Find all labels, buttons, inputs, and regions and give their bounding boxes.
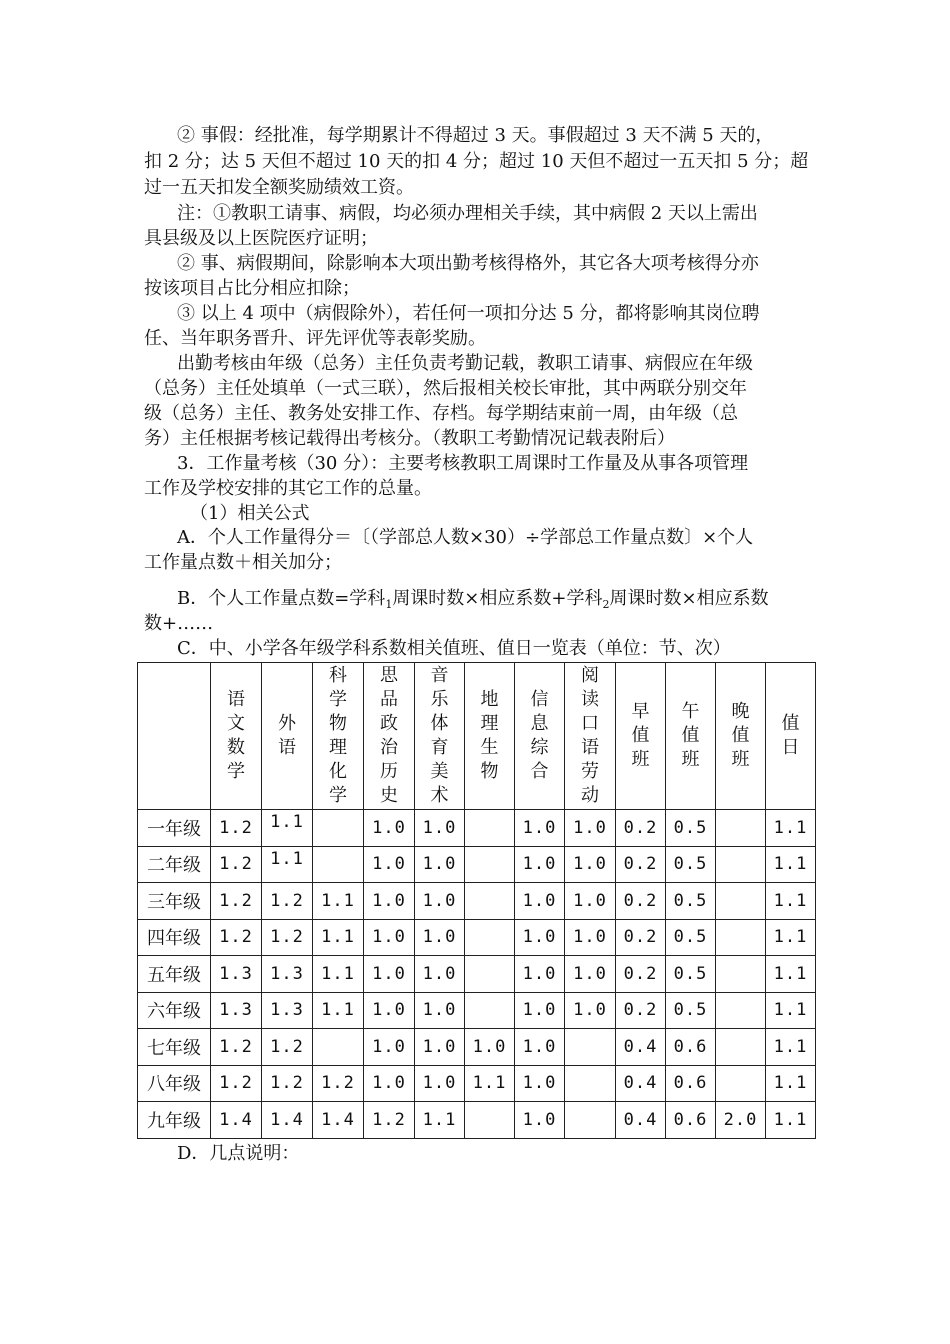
table-cell: 0.2 (616, 883, 666, 920)
table-cell: 0.6 (666, 1102, 716, 1139)
table-cell: 0.5 (666, 883, 716, 920)
formula-heading: （1）相关公式 (190, 503, 310, 524)
table-cell: 1.2 (262, 1029, 313, 1066)
grade-label: 九年级 (138, 1102, 211, 1139)
note-2-line-1: ② 事、病假期间，除影响本大项出勤考核得格外，其它各大项考核得分亦 (177, 253, 759, 274)
formula-b-line-1 (177, 587, 769, 617)
table-cell: 1.0 (565, 846, 616, 883)
table-cell: 1.0 (565, 919, 616, 956)
table-cell: 1.1 (313, 956, 364, 993)
formula-b-part-3: 周课时数×相应系数 (609, 588, 769, 609)
note-2-line-2: 按该项目占比分相应扣除； (144, 278, 360, 299)
table-cell (465, 1102, 515, 1139)
table-cell: 1.1 (313, 883, 364, 920)
table-cell: 1.0 (515, 846, 565, 883)
table-cell: 1.1 (313, 992, 364, 1029)
formula-b-subscript-2: 2 (602, 598, 610, 611)
table-cell: 1.3 (262, 956, 313, 993)
grade-label: 一年级 (138, 810, 211, 847)
table-cell: 1.0 (415, 956, 465, 993)
table-cell: 1.0 (565, 992, 616, 1029)
table-cell: 1.0 (565, 956, 616, 993)
table-cell: 1.1 (766, 883, 816, 920)
attendance-para-line-3: 级（总务）主任、教务处安排工作、存档。每学期结束前一周，由年级（总 (144, 403, 738, 424)
table-cell: 1.0 (515, 810, 565, 847)
table-cell: 0.2 (616, 810, 666, 847)
table-cell: 0.5 (666, 919, 716, 956)
formula-a-line-1: A．个人工作量得分＝〔（学部总人数×30）÷学部总工作量点数〕×个人 (177, 527, 754, 548)
table-cell: 0.5 (666, 956, 716, 993)
table-cell (565, 1029, 616, 1066)
table-cell: 1.1 (766, 1102, 816, 1139)
notes-heading: D．几点说明： (177, 1143, 300, 1164)
table-cell: 1.0 (364, 1065, 415, 1102)
table-row (138, 992, 816, 1029)
table-cell (716, 919, 766, 956)
header-cell: 外语 (262, 663, 313, 810)
coefficient-table (137, 662, 816, 1139)
table-row (138, 919, 816, 956)
note-1-line-1: 注：①教职工请事、病假，均必须办理相关手续，其中病假 2 天以上需出 (177, 203, 758, 224)
header-cell: 音乐体育美术 (415, 663, 465, 810)
table-cell: 1.2 (262, 1065, 313, 1102)
table-cell: 1.2 (211, 883, 262, 920)
table-cell: 1.1 (766, 919, 816, 956)
table-cell: 1.1 (766, 1029, 816, 1066)
table-cell (465, 810, 515, 847)
table-cell: 1.0 (515, 1065, 565, 1102)
table-row (138, 1065, 816, 1102)
table-cell: 1.0 (415, 992, 465, 1029)
grade-label: 五年级 (138, 956, 211, 993)
table-cell (716, 956, 766, 993)
table-cell: 1.1 (766, 956, 816, 993)
table-cell: 1.0 (364, 810, 415, 847)
header-cell: 晚值班 (716, 663, 766, 810)
table-cell: 1.1 (262, 810, 313, 847)
formula-b-line-2: 数+…… (144, 613, 214, 634)
table-cell: 1.1 (465, 1065, 515, 1102)
grade-label: 六年级 (138, 992, 211, 1029)
table-row (138, 883, 816, 920)
table-cell (565, 1065, 616, 1102)
header-cell: 信息综合 (515, 663, 565, 810)
table-cell (716, 1065, 766, 1102)
grade-label: 三年级 (138, 883, 211, 920)
table-cell: 0.2 (616, 919, 666, 956)
table-cell: 1.4 (313, 1102, 364, 1139)
table-cell: 1.0 (515, 992, 565, 1029)
table-cell: 1.2 (211, 919, 262, 956)
formula-b-subscript-1: 1 (385, 598, 393, 611)
attendance-para-line-1: 出勤考核由年级（总务）主任负责考勤记载，教职工请事、病假应在年级 (177, 353, 753, 374)
table-cell: 0.6 (666, 1065, 716, 1102)
table-cell (716, 883, 766, 920)
table-cell (716, 810, 766, 847)
header-cell (138, 663, 211, 810)
table-cell: 1.1 (313, 919, 364, 956)
table-cell: 1.0 (364, 956, 415, 993)
table-row (138, 846, 816, 883)
note-3-line-2: 任、当年职务晋升、评先评优等表彰奖励。 (144, 328, 486, 349)
table-cell: 1.2 (262, 919, 313, 956)
workload-heading-line-2: 工作及学校安排的其它工作的总量。 (144, 478, 432, 499)
table-cell: 1.0 (515, 956, 565, 993)
header-cell: 地理生物 (465, 663, 515, 810)
table-cell: 1.0 (364, 1029, 415, 1066)
table-row (138, 1029, 816, 1066)
table-cell: 0.4 (616, 1102, 666, 1139)
table-cell (313, 1029, 364, 1066)
table-cell (465, 883, 515, 920)
table-cell: 1.0 (415, 810, 465, 847)
table-cell (716, 992, 766, 1029)
table-cell: 1.1 (262, 846, 313, 883)
header-cell: 语文数学 (211, 663, 262, 810)
header-cell: 阅读口语劳动 (565, 663, 616, 810)
table-cell (465, 846, 515, 883)
grade-label: 八年级 (138, 1065, 211, 1102)
table-cell: 1.0 (364, 992, 415, 1029)
header-cell: 科学物理化学 (313, 663, 364, 810)
table-cell: 1.0 (465, 1029, 515, 1066)
table-header-row (138, 663, 816, 810)
para-sick-leave-line-3: 过一五天扣发全额奖励绩效工资。 (144, 177, 414, 198)
table-cell: 1.1 (766, 810, 816, 847)
table-cell (465, 992, 515, 1029)
table-cell: 1.1 (415, 1102, 465, 1139)
table-caption: C．中、小学各年级学科系数相关值班、值日一览表（单位：节、次） (177, 638, 731, 659)
table-cell: 1.1 (766, 992, 816, 1029)
table-cell (716, 846, 766, 883)
table-cell (313, 810, 364, 847)
table-cell: 1.0 (515, 883, 565, 920)
header-cell: 午值班 (666, 663, 716, 810)
table-cell: 1.2 (211, 846, 262, 883)
grade-label: 七年级 (138, 1029, 211, 1066)
table-cell: 1.2 (313, 1065, 364, 1102)
table-cell: 1.0 (364, 919, 415, 956)
table-cell (565, 1102, 616, 1139)
table-cell: 1.0 (415, 1029, 465, 1066)
table-cell: 0.5 (666, 810, 716, 847)
table-cell: 1.0 (415, 1065, 465, 1102)
table-cell (313, 846, 364, 883)
table-cell: 0.2 (616, 992, 666, 1029)
table-cell: 1.2 (364, 1102, 415, 1139)
header-cell: 早值班 (616, 663, 666, 810)
grade-label: 二年级 (138, 846, 211, 883)
formula-b-part-1: B．个人工作量点数=学科 (177, 588, 386, 609)
table-cell: 1.4 (262, 1102, 313, 1139)
table-cell: 1.0 (364, 883, 415, 920)
para-sick-leave-line-1: ② 事假：经批准，每学期累计不得超过 3 天。事假超过 3 天不满 5 天的， (177, 125, 774, 146)
table-cell: 1.0 (415, 919, 465, 956)
table-cell: 2.0 (716, 1102, 766, 1139)
table-cell: 0.4 (616, 1029, 666, 1066)
formula-a-line-2: 工作量点数＋相关加分； (144, 552, 342, 573)
table-cell: 1.0 (415, 883, 465, 920)
attendance-para-line-2: （总务）主任处填单（一式三联），然后报相关校长审批，其中两联分别交年 (144, 378, 747, 399)
table-cell: 1.2 (262, 883, 313, 920)
table-cell: 1.1 (766, 1065, 816, 1102)
table-cell: 1.0 (565, 810, 616, 847)
table-row (138, 1102, 816, 1139)
table-cell: 1.0 (515, 1102, 565, 1139)
table-cell: 1.3 (262, 992, 313, 1029)
formula-b-part-2: 周课时数×相应系数+学科 (392, 588, 603, 609)
table-cell: 1.4 (211, 1102, 262, 1139)
table-cell: 1.1 (766, 846, 816, 883)
table-cell: 0.5 (666, 846, 716, 883)
attendance-para-line-4: 务）主任根据考核记载得出考核分。（教职工考勤情况记载表附后） (144, 428, 675, 449)
table-row (138, 810, 816, 847)
table-cell (465, 919, 515, 956)
workload-heading-line-1: 3．工作量考核（30 分）：主要考核教职工周课时工作量及从事各项管理 (177, 453, 749, 474)
table-cell: 1.2 (211, 1029, 262, 1066)
table-cell: 1.0 (565, 883, 616, 920)
table-cell: 1.0 (515, 1029, 565, 1066)
header-cell: 思品政治历史 (364, 663, 415, 810)
table-cell: 1.3 (211, 956, 262, 993)
table-cell: 1.0 (415, 846, 465, 883)
table-cell: 1.2 (211, 810, 262, 847)
grade-label: 四年级 (138, 919, 211, 956)
table-cell: 0.2 (616, 846, 666, 883)
table-cell: 1.0 (364, 846, 415, 883)
table-cell: 1.0 (515, 919, 565, 956)
table-cell: 0.2 (616, 956, 666, 993)
table-cell: 0.5 (666, 992, 716, 1029)
header-cell: 值日 (766, 663, 816, 810)
table-cell: 0.6 (666, 1029, 716, 1066)
note-3-line-1: ③ 以上 4 项中（病假除外），若任何一项扣分达 5 分，都将影响其岗位聘 (177, 303, 760, 324)
para-sick-leave-line-2: 扣 2 分；达 5 天但不超过 10 天的扣 4 分；超过 10 天但不超过一五天扣 5 分；超 (144, 151, 809, 172)
table-cell: 0.4 (616, 1065, 666, 1102)
table-cell: 1.2 (211, 1065, 262, 1102)
table-row (138, 956, 816, 993)
table-cell: 1.3 (211, 992, 262, 1029)
note-1-line-2: 具县级及以上医院医疗证明； (144, 228, 378, 249)
table-cell (716, 1029, 766, 1066)
table-cell (465, 956, 515, 993)
